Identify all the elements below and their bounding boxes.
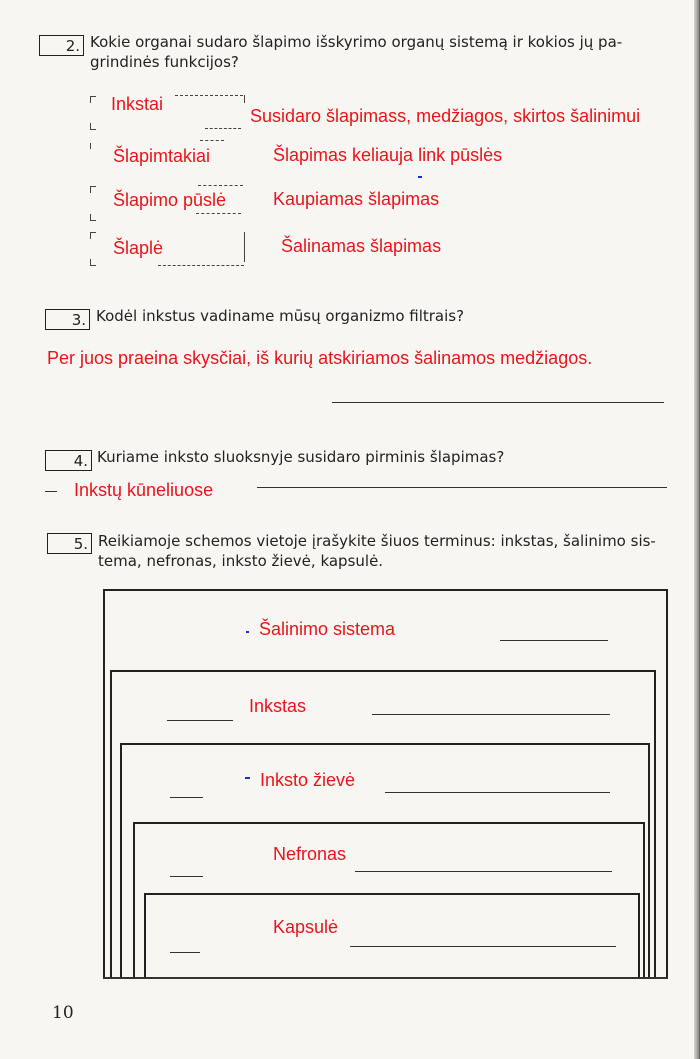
schema-line-4a — [170, 876, 203, 877]
pen-mark — [245, 777, 250, 779]
q4-answer-dash — [45, 491, 57, 492]
q2-answer-organ-4: Šlaplė — [113, 238, 164, 258]
q4-question: Kuriame inksto sluoksnyje susidaro pirminis šlapimas? — [97, 448, 505, 466]
schema-line-3a — [170, 797, 203, 798]
q4-number-box: 4. — [45, 450, 92, 471]
q4-answer: Inkstų kūneliuose — [74, 480, 214, 500]
q4-answer-line — [257, 487, 667, 488]
q3-answer-line — [332, 402, 664, 403]
q2-question-line2: grindinės funkcijos? — [90, 53, 239, 71]
schema-line-5a — [170, 952, 200, 953]
q2-answer-function-1: Susidaro šlapimass, medžiagos, skirtos šalinimui — [250, 106, 641, 126]
q2-answer-function-3: Kaupiamas šlapimas — [273, 189, 440, 209]
pen-mark — [418, 176, 422, 178]
page-number: 10 — [52, 1003, 74, 1023]
q5-question-line2: tema, nefronas, inksto žievė, kapsulė. — [98, 552, 384, 570]
schema-line-2b — [372, 714, 610, 715]
q3-question: Kodėl inkstus vadiname mūsų organizmo filtrais? — [96, 307, 465, 325]
q5-answer-level-1: Šalinimo sistema — [259, 619, 396, 639]
q2-answer-organ-2: Šlapimtakiai — [113, 146, 211, 166]
q5-answer-level-2: Inkstas — [249, 696, 307, 716]
q3-number-box: 3. — [45, 309, 90, 330]
q5-number-box: 5. — [47, 533, 92, 554]
q5-question-line1: Reikiamoje schemos vietoje įrašykite šiuos terminus: inkstas, šalinimo sis- — [98, 532, 656, 550]
q3-answer: Per juos praeina skysčiai, iš kurių atskiriamos šalinamos medžiagos. — [47, 348, 593, 368]
q5-answer-level-5: Kapsulė — [273, 917, 339, 937]
q2-number-box: 2. — [39, 35, 84, 56]
q2-answer-function-2: Šlapimas keliauja link pūslės — [273, 145, 503, 165]
q2-answer-organ-3: Šlapimo pūslė — [113, 190, 227, 210]
schema-line-5b — [350, 946, 616, 947]
q5-answer-level-4: Nefronas — [273, 844, 347, 864]
q2-answer-organ-1: Inkstai — [111, 94, 164, 114]
schema-line-2a — [167, 720, 233, 721]
q5-answer-level-3: Inksto žievė — [260, 770, 356, 790]
schema-line-4b — [355, 871, 612, 872]
schema-line-1 — [500, 640, 608, 641]
page-edge-shadow — [694, 0, 700, 1059]
pen-mark — [246, 631, 249, 633]
q2-question-line1: Kokie organai sudaro šlapimo išskyrimo organų sistemą ir kokios jų pa- — [90, 33, 623, 51]
schema-level-5 — [144, 893, 640, 979]
schema-bottom-line — [103, 977, 668, 979]
schema-line-3b — [385, 792, 610, 793]
q2-answer-function-4: Šalinamas šlapimas — [281, 236, 442, 256]
